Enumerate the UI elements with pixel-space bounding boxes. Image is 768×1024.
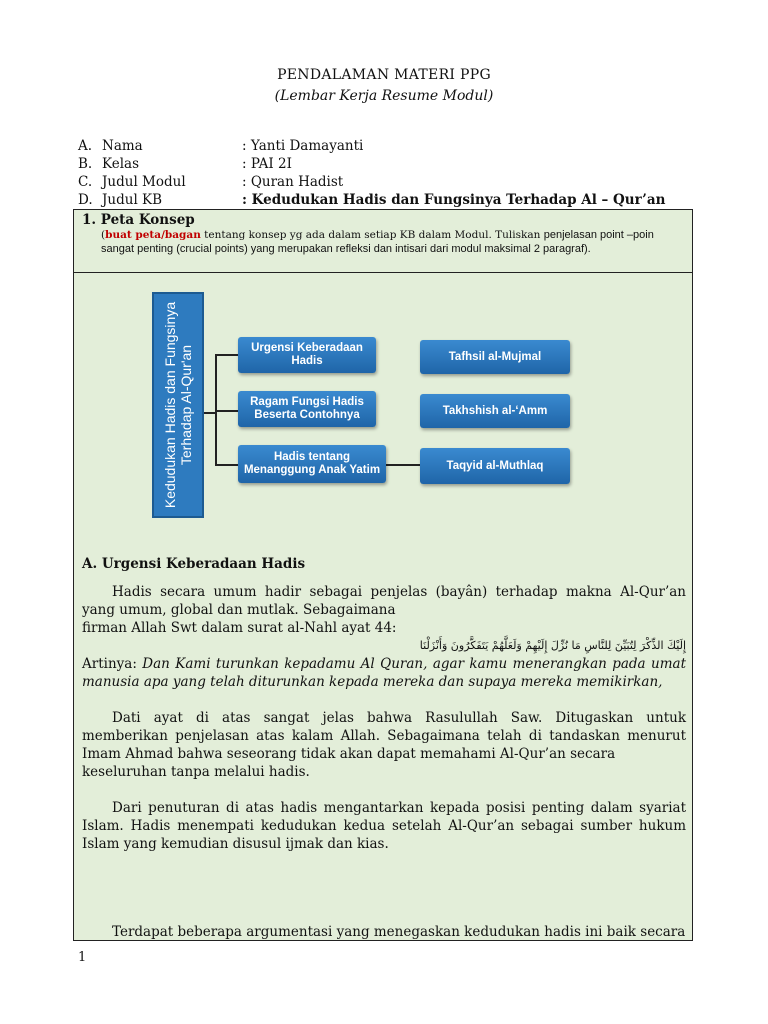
concept-node-yatim: Hadis tentang Menanggung Anak Yatim	[238, 445, 386, 483]
connector-line	[215, 354, 239, 356]
paragraph-text: keseluruhan tanpa melalui hadis.	[82, 764, 310, 780]
instr-paren: (	[101, 229, 106, 241]
ident-label: Kelas	[102, 156, 140, 172]
identity-block	[78, 138, 665, 210]
ident-label: Nama	[102, 138, 143, 154]
concept-root	[152, 292, 204, 518]
arabic-verse: إِلَيْكَ الذِّكْرَ لِتُبَيِّنَ لِلنَّاسِ مَا نُزِّلَ إِلَيْهِمْ وَلَعَلَّهُمْ يَتَفَكَّرُونَ وَأَنْزَلْنَا	[419, 639, 686, 652]
ident-letter: C.	[78, 174, 93, 190]
ident-label: Judul KB	[102, 192, 163, 208]
page-subtitle: (Lembar Kerja Resume Modul)	[274, 88, 494, 104]
paragraph-text: Dati ayat di atas sangat jelas bahwa Rasulullah Saw. Ditugaskan untuk memberikan penjelasan atas kalam Allah. Sebagaimana telah di tandaskan menurut Imam Ahmad bahwa seseorang tidak akan dapat memahami Al-Qur’an secara	[82, 710, 686, 762]
instr-rest: tentang konsep yg ada dalam setiap KB dalam Modul. Tuliskan	[200, 229, 541, 241]
ident-row-nama	[78, 138, 665, 156]
ident-letter: D.	[78, 192, 93, 208]
paragraph-3	[82, 799, 686, 853]
instr-line2: penjelasan point –poin sangat penting (crucial points) yang merupakan refleksi dan intisari dari modul maksimal 2 paragraf).	[101, 229, 654, 255]
concept-root-label: Kedudukan Hadis dan Fungsinya Terhadap Al-Qur'an	[162, 301, 194, 509]
ident-letter: B.	[78, 156, 93, 172]
section-heading: A. Urgensi Keberadaan Hadis	[82, 556, 306, 572]
paragraph-text: Hadis secara umum hadir sebagai penjelas (bayân) terhadap makna Al-Qur’an yang umum, global dan mutlak. Sebagaimana	[82, 584, 686, 618]
paragraph-4	[82, 923, 686, 941]
connector-line	[215, 464, 239, 466]
paragraph-text: firman Allah Swt dalam surat al-Nahl ayat 44:	[82, 620, 397, 636]
ident-label: Judul Modul	[102, 174, 186, 190]
ident-value: : Yanti Damayanti	[242, 138, 364, 154]
paragraph-text: Dari penuturan di atas hadis mengantarkan kepada posisi penting dalam syariat Islam. Hadis menempati kedudukan kedua setelah Al-Qur’an sebagai sumber hukum Islam yang kemudian disusul ijmak dan kias.	[82, 800, 686, 852]
translation-label: Artinya:	[82, 656, 143, 672]
concept-map	[152, 292, 582, 524]
page-number: 1	[78, 950, 87, 965]
ident-value: : Kedudukan Hadis dan Fungsinya Terhadap Al – Qur’an	[242, 192, 666, 208]
connector-line	[215, 410, 239, 412]
page-title: PENDALAMAN MATERI PPG	[277, 67, 491, 83]
ident-letter: A.	[78, 138, 93, 154]
concept-node-takhshish: Takhshish al-‘Amm	[420, 394, 570, 428]
resume-content	[82, 555, 686, 941]
paragraph-1	[82, 583, 686, 691]
paragraph-2	[82, 709, 686, 781]
worksheet-box	[73, 209, 693, 941]
peta-konsep-heading: 1. Peta Konsep	[82, 212, 195, 228]
ident-row-kelas	[78, 156, 665, 174]
concept-node-taqyid: Taqyid al-Muthlaq	[420, 448, 570, 484]
instr-highlight: buat peta/bagan	[105, 229, 201, 241]
concept-node-ragam: Ragam Fungsi Hadis Beserta Contohnya	[238, 391, 376, 427]
ident-value: : PAI 2I	[242, 156, 292, 172]
ident-row-modul	[78, 174, 665, 192]
paragraph-text: Terdapat beberapa argumentasi yang menegaskan kedudukan hadis ini baik secara	[112, 924, 686, 940]
concept-node-urgensi: Urgensi Keberadaan Hadis	[238, 337, 376, 373]
translation-text: Dan Kami turunkan kepadamu Al Quran, agar kamu menerangkan pada umat manusia apa yang telah diturunkan kepada mereka dan supaya mereka memikirkan,	[82, 656, 686, 690]
ident-row-kb	[78, 192, 665, 210]
concept-node-tafshil: Tafhsil al-Mujmal	[420, 340, 570, 374]
ident-value: : Quran Hadist	[242, 174, 344, 190]
peta-konsep-header	[74, 210, 692, 273]
translation	[82, 655, 686, 691]
instruction-text	[101, 228, 686, 256]
